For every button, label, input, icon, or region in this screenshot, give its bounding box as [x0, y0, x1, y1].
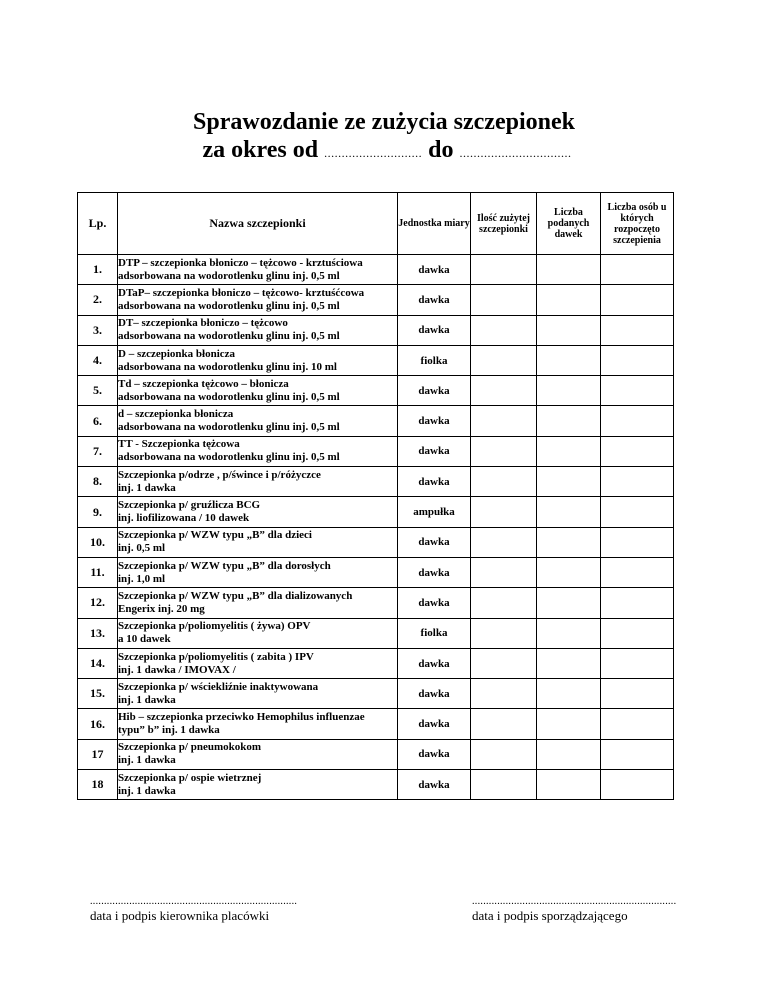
unit-of-measure: dawka — [398, 770, 471, 800]
persons-started-cell[interactable] — [601, 557, 674, 587]
persons-started-cell[interactable] — [601, 527, 674, 557]
doses-given-cell[interactable] — [537, 255, 601, 285]
used-amount-cell[interactable] — [471, 497, 537, 527]
row-number: 9. — [78, 497, 118, 527]
vaccine-name-line1: DTaP– szczepionka błoniczo – tężcowo- krztuśćcowa — [118, 286, 365, 299]
table-row — [78, 345, 674, 375]
unit-of-measure: dawka — [398, 527, 471, 557]
vaccine-name — [118, 557, 398, 587]
unit-of-measure: dawka — [398, 739, 471, 769]
table-row — [78, 285, 674, 315]
vaccine-name-line2: adsorbowana na wodorotlenku glinu inj. 0,5 ml — [118, 299, 340, 312]
vaccine-name — [118, 376, 398, 406]
row-number: 3. — [78, 315, 118, 345]
table-row — [78, 497, 674, 527]
report-title — [0, 108, 768, 167]
used-amount-cell[interactable] — [471, 648, 537, 678]
vaccine-name-line2: adsorbowana na wodorotlenku glinu inj. 0,5 ml — [118, 421, 340, 434]
vaccine-name — [118, 770, 398, 800]
row-number: 6. — [78, 406, 118, 436]
header-name: Nazwa szczepionki — [118, 193, 398, 255]
vaccine-name-line2: a 10 dawek — [118, 633, 171, 646]
report-period — [6, 136, 768, 167]
persons-started-cell[interactable] — [601, 739, 674, 769]
doses-given-cell[interactable] — [537, 467, 601, 497]
header-used: Ilość zużytej szczepionki — [471, 193, 537, 255]
vaccine-name-line2: adsorbowana na wodorotlenku glinu inj. 0,5 ml — [118, 451, 340, 464]
signature-left-label: data i podpis kierownika placówki — [90, 908, 270, 923]
persons-started-cell[interactable] — [601, 770, 674, 800]
vaccine-name-line1: Szczepionka p/ WZW typu „B” dla dorosłych — [118, 559, 331, 572]
row-number: 2. — [78, 285, 118, 315]
persons-started-cell[interactable] — [601, 285, 674, 315]
row-number: 18 — [78, 770, 118, 800]
vaccine-name-line2: Engerix inj. 20 mg — [118, 602, 205, 615]
used-amount-cell[interactable] — [471, 255, 537, 285]
signature-right — [472, 896, 676, 924]
vaccine-name-line2: adsorbowana na wodorotlenku glinu inj. 0,5 ml — [118, 330, 340, 343]
row-number: 16. — [78, 709, 118, 739]
vaccine-name-line2: inj. 0,5 ml — [118, 542, 166, 555]
doses-given-cell[interactable] — [537, 497, 601, 527]
row-number: 15. — [78, 679, 118, 709]
persons-started-cell[interactable] — [601, 376, 674, 406]
signature-left-line: .......................................................................... — [90, 896, 298, 907]
signature-right-label: data i podpis sporządzającego — [472, 908, 628, 923]
used-amount-cell[interactable] — [471, 345, 537, 375]
unit-of-measure: dawka — [398, 255, 471, 285]
vaccine-name-line1: Szczepionka p/ WZW typu „B” dla dzieci — [118, 529, 312, 542]
used-amount-cell[interactable] — [471, 588, 537, 618]
persons-started-cell[interactable] — [601, 648, 674, 678]
signature-right-line: ......................................................................... — [472, 896, 677, 907]
used-amount-cell[interactable] — [471, 376, 537, 406]
unit-of-measure: dawka — [398, 679, 471, 709]
vaccine-name — [118, 467, 398, 497]
report-title-line1: Sprawozdanie ze zużycia szczepionek — [193, 109, 575, 135]
row-number: 1. — [78, 255, 118, 285]
vaccine-name-line1: Szczepionka p/ WZW typu „B” dla dializowanych — [118, 589, 353, 602]
unit-of-measure: dawka — [398, 376, 471, 406]
vaccine-name-line1: Szczepionka p/ pneumokokom — [118, 741, 262, 754]
unit-of-measure: fiolka — [398, 345, 471, 375]
used-amount-cell[interactable] — [471, 406, 537, 436]
header-unit: Jednostka miary — [398, 193, 471, 255]
signature-left — [90, 896, 297, 924]
vaccine-name — [118, 255, 398, 285]
table-row — [78, 648, 674, 678]
vaccine-name-line2: inj. 1 dawka — [118, 754, 176, 767]
row-number: 17 — [78, 739, 118, 769]
vaccine-name-line2: inj. 1 dawka — [118, 481, 176, 494]
table-row — [78, 255, 674, 285]
vaccine-name-line2: adsorbowana na wodorotlenku glinu inj. 10 ml — [118, 360, 337, 373]
unit-of-measure: dawka — [398, 709, 471, 739]
vaccine-name-line1: Szczepionka p/ wściekliźnie inaktywowana — [118, 680, 319, 693]
vaccine-name-line1: Td – szczepionka tężcowo – błonicza — [118, 377, 289, 390]
persons-started-cell[interactable] — [601, 709, 674, 739]
vaccine-name — [118, 315, 398, 345]
used-amount-cell[interactable] — [471, 557, 537, 587]
used-amount-cell[interactable] — [471, 709, 537, 739]
unit-of-measure: fiolka — [398, 618, 471, 648]
doses-given-cell[interactable] — [537, 709, 601, 739]
period-to-label: do — [428, 137, 454, 163]
vaccine-name — [118, 527, 398, 557]
row-number: 12. — [78, 588, 118, 618]
vaccine-name — [118, 618, 398, 648]
table-row — [78, 739, 674, 769]
vaccine-name-line2: inj. 1,0 ml — [118, 572, 166, 585]
header-persons: Liczba osób u których rozpoczęto szczepienia — [601, 193, 674, 255]
table-row — [78, 709, 674, 739]
used-amount-cell[interactable] — [471, 618, 537, 648]
vaccine-name — [118, 679, 398, 709]
vaccine-name-line1: Szczepionka p/odrze , p/śwince i p/różyczce — [118, 468, 321, 481]
table-row — [78, 557, 674, 587]
doses-given-cell[interactable] — [537, 436, 601, 466]
doses-given-cell[interactable] — [537, 527, 601, 557]
persons-started-cell[interactable] — [601, 588, 674, 618]
persons-started-cell[interactable] — [601, 315, 674, 345]
doses-given-cell[interactable] — [537, 406, 601, 436]
unit-of-measure: dawka — [398, 557, 471, 587]
unit-of-measure: dawka — [398, 648, 471, 678]
vaccine-name-line1: Szczepionka p/poliomyelitis ( żywa) OPV — [118, 620, 311, 633]
unit-of-measure: dawka — [398, 436, 471, 466]
vaccine-name-line1: TT - Szczepionka tężcowa — [118, 438, 240, 451]
used-amount-cell[interactable] — [471, 739, 537, 769]
used-amount-cell[interactable] — [471, 467, 537, 497]
table-row — [78, 376, 674, 406]
vaccine-name — [118, 285, 398, 315]
persons-started-cell[interactable] — [601, 618, 674, 648]
period-from-field: ............................ — [324, 146, 423, 160]
vaccine-name — [118, 588, 398, 618]
unit-of-measure: dawka — [398, 315, 471, 345]
vaccine-name — [118, 406, 398, 436]
used-amount-cell[interactable] — [471, 315, 537, 345]
vaccine-name-line2: adsorbowana na wodorotlenku glinu inj. 0,5 ml — [118, 269, 340, 282]
table-row — [78, 436, 674, 466]
vaccine-name-line2: inj. 1 dawka — [118, 693, 176, 706]
vaccine-name-line1: Szczepionka p/ gruźlicza BCG — [118, 499, 261, 512]
vaccine-name-line1: d – szczepionka błonicza — [118, 408, 234, 421]
table-row — [78, 588, 674, 618]
doses-given-cell[interactable] — [537, 557, 601, 587]
table-row — [78, 527, 674, 557]
row-number: 5. — [78, 376, 118, 406]
doses-given-cell[interactable] — [537, 285, 601, 315]
table-row — [78, 315, 674, 345]
vaccine-name-line1: DTP – szczepionka błoniczo – tężcowo - krztuściowa — [118, 256, 363, 269]
vaccine-name-line1: Hib – szczepionka przeciwko Hemophilus influenzae — [118, 711, 365, 724]
persons-started-cell[interactable] — [601, 467, 674, 497]
unit-of-measure: ampułka — [398, 497, 471, 527]
persons-started-cell[interactable] — [601, 679, 674, 709]
vaccine-name — [118, 345, 398, 375]
row-number: 4. — [78, 345, 118, 375]
unit-of-measure: dawka — [398, 406, 471, 436]
doses-given-cell[interactable] — [537, 648, 601, 678]
doses-given-cell[interactable] — [537, 345, 601, 375]
period-prefix: za okres od — [202, 137, 319, 163]
persons-started-cell[interactable] — [601, 436, 674, 466]
doses-given-cell[interactable] — [537, 315, 601, 345]
vaccine-name — [118, 497, 398, 527]
vaccine-name-line1: Szczepionka p/poliomyelitis ( zabita ) IPV — [118, 650, 314, 663]
persons-started-cell[interactable] — [601, 255, 674, 285]
vaccine-name-line1: DT– szczepionka błoniczo – tężcowo — [118, 317, 288, 330]
persons-started-cell[interactable] — [601, 406, 674, 436]
unit-of-measure: dawka — [398, 467, 471, 497]
table-row — [78, 618, 674, 648]
used-amount-cell[interactable] — [471, 527, 537, 557]
row-number: 8. — [78, 467, 118, 497]
table-body — [78, 255, 674, 800]
header-doses: Liczba podanych dawek — [537, 193, 601, 255]
persons-started-cell[interactable] — [601, 497, 674, 527]
row-number: 10. — [78, 527, 118, 557]
table-row — [78, 406, 674, 436]
vaccine-name-line2: typu” b” inj. 1 dawka — [118, 724, 220, 737]
vaccine-name-line2: inj. liofilizowana / 10 dawek — [118, 512, 250, 525]
vaccine-name-line1: Szczepionka p/ ospie wietrznej — [118, 771, 262, 784]
doses-given-cell[interactable] — [537, 618, 601, 648]
row-number: 11. — [78, 557, 118, 587]
used-amount-cell[interactable] — [471, 285, 537, 315]
vaccine-name — [118, 739, 398, 769]
table-row — [78, 679, 674, 709]
persons-started-cell[interactable] — [601, 345, 674, 375]
used-amount-cell[interactable] — [471, 679, 537, 709]
vaccine-name — [118, 436, 398, 466]
doses-given-cell[interactable] — [537, 588, 601, 618]
vaccine-name — [118, 709, 398, 739]
row-number: 13. — [78, 618, 118, 648]
table-row — [78, 770, 674, 800]
used-amount-cell[interactable] — [471, 436, 537, 466]
unit-of-measure: dawka — [398, 285, 471, 315]
doses-given-cell[interactable] — [537, 679, 601, 709]
period-to-field: ................................ — [459, 146, 572, 160]
doses-given-cell[interactable] — [537, 770, 601, 800]
vaccine-name — [118, 648, 398, 678]
table-header-row — [78, 193, 674, 255]
unit-of-measure: dawka — [398, 588, 471, 618]
header-lp: Lp. — [78, 193, 118, 255]
row-number: 7. — [78, 436, 118, 466]
vaccine-name-line2: adsorbowana na wodorotlenku glinu inj. 0,5 ml — [118, 390, 340, 403]
vaccine-name-line1: D – szczepionka błonicza — [118, 347, 236, 360]
doses-given-cell[interactable] — [537, 376, 601, 406]
table-row — [78, 467, 674, 497]
row-number: 14. — [78, 648, 118, 678]
used-amount-cell[interactable] — [471, 770, 537, 800]
vaccine-name-line2: inj. 1 dawka — [118, 784, 176, 797]
doses-given-cell[interactable] — [537, 739, 601, 769]
vaccine-usage-table — [77, 192, 674, 800]
vaccine-name-line2: inj. 1 dawka / IMOVAX / — [118, 663, 236, 676]
